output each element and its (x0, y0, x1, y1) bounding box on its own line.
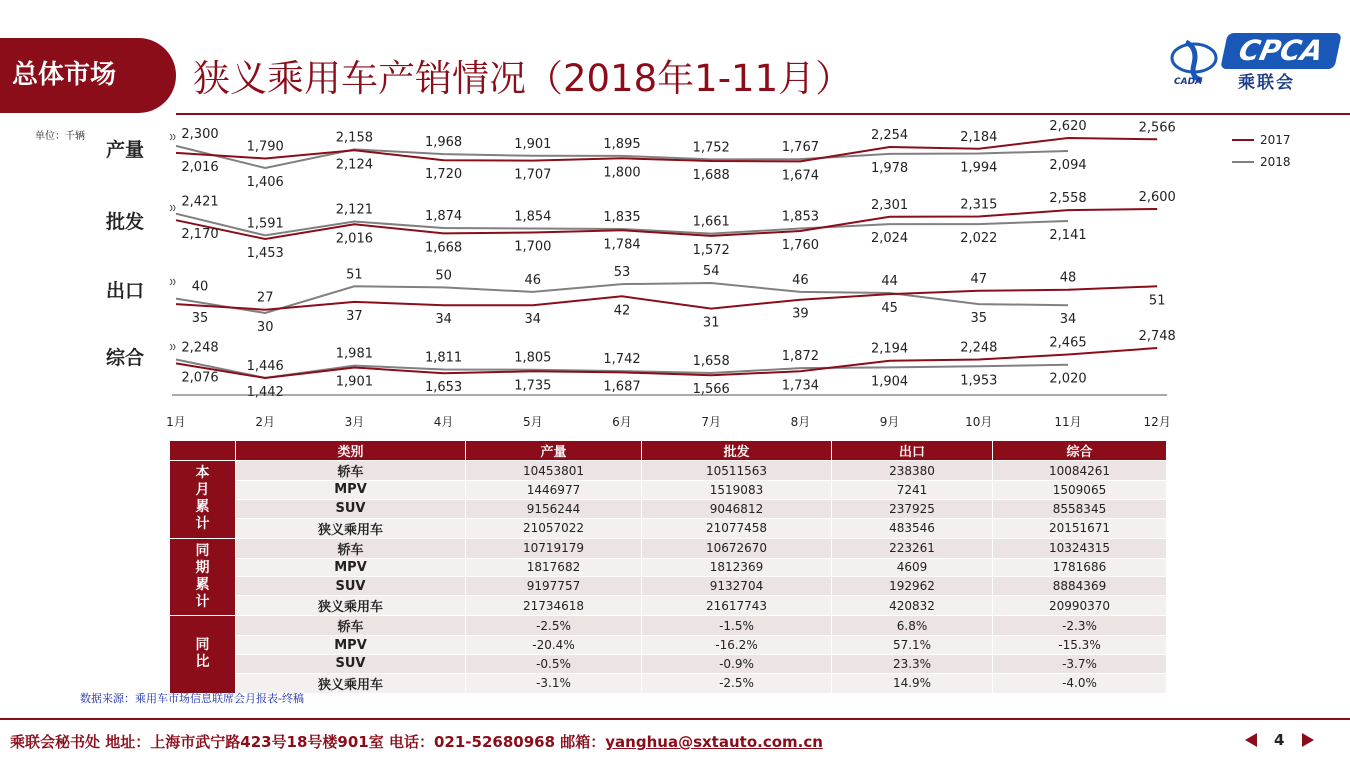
data-label: 51 (1148, 293, 1166, 309)
data-label: 47 (970, 271, 988, 287)
data-label: 35 (191, 311, 209, 327)
x-tick-label: 11月 (1054, 415, 1082, 429)
table-row (170, 481, 1167, 500)
table-row (170, 596, 1167, 616)
data-label: 1,687 (603, 379, 641, 395)
data-label: 1,661 (692, 214, 730, 230)
data-label: 1,446 (246, 358, 284, 374)
panel-label: 出口 (106, 280, 145, 302)
table-value-cell: 9156244 (466, 499, 642, 518)
footer-phone: 电话：021-52680968 (388, 733, 556, 751)
table-value-cell: 8884369 (993, 577, 1167, 596)
legend-item: 2018 (1260, 155, 1291, 169)
table-value-cell: -0.5% (466, 654, 642, 673)
data-label: 1,854 (514, 209, 552, 225)
table-value-cell: 223261 (832, 538, 993, 558)
table-row (170, 538, 1167, 558)
table-value-cell: 14.9% (832, 673, 993, 693)
series-line-2017 (176, 348, 1157, 378)
legend-item: 2017 (1260, 133, 1291, 147)
table-value-cell: -16.2% (642, 636, 832, 655)
table-category-cell: 狭义乘用车 (236, 518, 466, 538)
table-header-cell: 批发 (642, 441, 832, 461)
data-label: 39 (792, 306, 809, 322)
table-row (170, 577, 1167, 596)
data-label: 54 (702, 264, 720, 279)
data-label: 2,248 (960, 340, 998, 356)
data-label: 2,248 (181, 340, 219, 356)
data-label: 1,653 (424, 380, 463, 396)
table-value-cell: 10672670 (642, 538, 832, 558)
table-value-cell: 9197757 (466, 577, 642, 596)
axis-break-mark (170, 344, 175, 350)
table-value-cell: -2.3% (993, 616, 1167, 636)
table-category-cell: 轿车 (236, 538, 466, 558)
data-label: 1,668 (424, 240, 463, 256)
table-value-cell: 20151671 (993, 518, 1167, 538)
data-label: 46 (524, 272, 542, 288)
data-label: 1,790 (246, 139, 284, 155)
table-value-cell: -2.5% (466, 616, 642, 636)
table-value-cell: 57.1% (832, 636, 993, 655)
data-label: 2,558 (1049, 191, 1087, 207)
data-label: 1,674 (781, 168, 820, 184)
data-label: 1,978 (870, 160, 909, 176)
x-tick-label: 5月 (522, 415, 543, 429)
footer-org: 乘联会秘书处 (10, 733, 101, 751)
table-value-cell: 7241 (832, 481, 993, 500)
table-header-row (170, 441, 1167, 461)
data-label: 34 (435, 312, 452, 328)
data-label: 1,707 (514, 167, 552, 183)
table-value-cell: 1519083 (642, 481, 832, 500)
table-value-cell: -0.9% (642, 654, 832, 673)
data-label: 1,720 (424, 167, 463, 183)
table-row (170, 499, 1167, 518)
data-label: 2,141 (1049, 228, 1087, 243)
footer-contact (10, 731, 823, 752)
table-header-cell (170, 441, 236, 461)
table-value-cell: -2.5% (642, 673, 832, 693)
data-label: 2,566 (1138, 120, 1176, 136)
data-label: 1,904 (870, 374, 909, 390)
data-label: 2,158 (335, 130, 374, 146)
table-value-cell: 10511563 (642, 461, 832, 481)
data-label: 31 (702, 315, 720, 331)
table-value-cell: 9046812 (642, 499, 832, 518)
prev-page-icon[interactable] (1245, 733, 1257, 747)
data-label: 1,566 (692, 382, 730, 398)
x-tick-label: 12月 (1143, 415, 1171, 429)
data-label: 45 (881, 301, 898, 317)
x-tick-label: 4月 (433, 415, 454, 429)
table-value-cell: -20.4% (466, 636, 642, 655)
data-label: 2,121 (335, 202, 374, 218)
table-value-cell: 20990370 (993, 596, 1167, 616)
axis-break-mark (170, 134, 175, 140)
table-value-cell: 9132704 (642, 577, 832, 596)
x-tick-label: 1月 (166, 415, 186, 429)
table-category-cell: 轿车 (236, 616, 466, 636)
data-label: 2,184 (960, 129, 998, 145)
data-label: 1,591 (246, 216, 284, 232)
data-label: 2,020 (1049, 371, 1087, 387)
data-label: 1,981 (335, 346, 374, 362)
data-label: 53 (613, 265, 631, 281)
table-group-label: 本 月 累 计 (170, 461, 236, 539)
data-label: 40 (191, 279, 209, 295)
x-tick-label: 2月 (255, 415, 276, 429)
data-label: 30 (256, 320, 274, 335)
footer-email-link[interactable]: yanghua@sxtauto.com.cn (605, 733, 823, 751)
footer-divider (0, 718, 1350, 720)
table-row (170, 518, 1167, 538)
x-tick-label: 6月 (612, 415, 632, 429)
data-label: 2,421 (181, 194, 219, 210)
table-category-cell: 狭义乘用车 (236, 673, 466, 693)
table-value-cell: -1.5% (642, 616, 832, 636)
data-label: 1,994 (960, 160, 998, 176)
table-category-cell: SUV (236, 654, 466, 673)
data-label: 2,016 (335, 231, 374, 247)
table-group-label: 同 比 (170, 616, 236, 694)
table-value-cell: -4.0% (993, 673, 1167, 693)
line-chart (0, 116, 1350, 436)
table-value-cell: 4609 (832, 558, 993, 577)
table-value-cell: 1812369 (642, 558, 832, 577)
header-divider (176, 113, 1350, 115)
table-value-cell: -3.1% (466, 673, 642, 693)
table-header-cell: 出口 (832, 441, 993, 461)
table-value-cell: 8558345 (993, 499, 1167, 518)
table-value-cell: 10324315 (993, 538, 1167, 558)
panel-label: 产量 (106, 139, 145, 161)
data-label: 1,735 (514, 378, 552, 394)
table-value-cell: 21734618 (466, 596, 642, 616)
data-label: 1,872 (781, 349, 820, 365)
table-value-cell: 237925 (832, 499, 993, 518)
data-label: 2,600 (1138, 190, 1176, 205)
table-category-cell: MPV (236, 558, 466, 577)
data-label: 51 (346, 267, 363, 283)
logo-subtitle: 乘联会 (1238, 73, 1295, 93)
page-title: 狭义乘用车产销情况（2018年1-11月） (193, 57, 853, 100)
data-label: 2,022 (960, 231, 998, 247)
section-tag: 总体市场 (0, 38, 176, 113)
data-label: 44 (881, 274, 898, 289)
data-label: 1,853 (781, 209, 820, 225)
data-label: 2,620 (1049, 119, 1087, 134)
data-label: 2,094 (1049, 158, 1087, 173)
data-label: 2,194 (870, 341, 909, 357)
data-label: 1,658 (692, 354, 730, 369)
table-value-cell: 1446977 (466, 481, 642, 500)
table-category-cell: 轿车 (236, 461, 466, 481)
data-label: 1,752 (692, 140, 730, 156)
data-label: 48 (1059, 270, 1077, 286)
data-label: 34 (1059, 312, 1077, 328)
next-page-icon[interactable] (1302, 733, 1314, 747)
data-table (169, 440, 1167, 694)
data-label: 1,700 (514, 239, 552, 255)
table-category-cell: SUV (236, 499, 466, 518)
data-label: 2,124 (335, 157, 374, 173)
table-row (170, 616, 1167, 636)
data-label: 1,572 (692, 242, 730, 258)
table-value-cell: 21077458 (642, 518, 832, 538)
series-line-2017 (176, 286, 1157, 309)
footer-address: 地址：上海市武宁路423号18号楼901室 (105, 733, 384, 751)
table-value-cell: 420832 (832, 596, 993, 616)
table-value-cell: 1781686 (993, 558, 1167, 577)
axis-break-mark (170, 279, 175, 285)
table-row (170, 461, 1167, 481)
table-value-cell: 21617743 (642, 596, 832, 616)
table-header-cell: 综合 (993, 441, 1167, 461)
data-label: 1,688 (692, 168, 730, 183)
data-label: 27 (256, 290, 274, 306)
data-label: 2,301 (870, 197, 909, 213)
axis-break-mark (170, 205, 175, 211)
data-label: 1,874 (424, 209, 463, 224)
data-label: 1,811 (424, 350, 463, 366)
data-source: 数据来源：乘用车市场信息联席会月报表-终稿 (80, 692, 304, 705)
data-label: 1,453 (246, 246, 284, 261)
table-value-cell: 6.8% (832, 616, 993, 636)
table-category-cell: SUV (236, 577, 466, 596)
x-tick-label: 8月 (790, 415, 811, 429)
data-label: 2,076 (181, 370, 219, 386)
data-label: 2,465 (1049, 335, 1087, 351)
data-label: 50 (435, 268, 452, 284)
x-tick-label: 7月 (701, 415, 722, 429)
table-value-cell: 1817682 (466, 558, 642, 577)
data-label: 1,442 (246, 385, 284, 400)
data-label: 1,968 (424, 135, 463, 151)
table-value-cell: 23.3% (832, 654, 993, 673)
table-category-cell: MPV (236, 636, 466, 655)
table-value-cell: 10084261 (993, 461, 1167, 481)
data-label: 2,024 (870, 231, 909, 247)
table-header-cell: 类别 (236, 441, 466, 461)
data-label: 2,300 (181, 126, 219, 142)
table-header-cell: 产量 (466, 441, 642, 461)
data-label: 1,742 (603, 352, 641, 368)
table-value-cell: 10719179 (466, 538, 642, 558)
data-label: 1,895 (603, 136, 641, 152)
panel-label: 综合 (106, 347, 145, 369)
table-value-cell: 238380 (832, 461, 993, 481)
data-label: 1,734 (781, 378, 820, 394)
table-category-cell: 狭义乘用车 (236, 596, 466, 616)
page-number: 4 (1274, 731, 1285, 749)
data-label: 42 (613, 303, 631, 319)
data-label: 2,016 (181, 159, 219, 175)
footer-email-label: 邮箱： (560, 733, 606, 751)
data-label: 1,901 (335, 374, 374, 390)
x-tick-label: 10月 (965, 415, 993, 429)
table-row (170, 673, 1167, 693)
table-value-cell: 1509065 (993, 481, 1167, 500)
data-label: 1,953 (960, 373, 998, 389)
x-tick-label: 9月 (879, 415, 900, 429)
panel-label: 批发 (106, 211, 145, 233)
data-label: 2,254 (870, 128, 909, 143)
data-label: 2,315 (960, 197, 998, 213)
unit-note: 单位：千辆 (35, 131, 85, 142)
table-value-cell: -15.3% (993, 636, 1167, 655)
data-label: 1,767 (781, 140, 820, 156)
table-value-cell: 483546 (832, 518, 993, 538)
cada-logo-icon (1168, 34, 1220, 86)
table-value-cell: 21057022 (466, 518, 642, 538)
data-label: 1,406 (246, 175, 284, 190)
logo-mark-text: CADA (1174, 77, 1203, 86)
table-row (170, 636, 1167, 655)
data-label: 1,800 (603, 165, 641, 181)
table-value-cell: -3.7% (993, 654, 1167, 673)
table-category-cell: MPV (236, 481, 466, 500)
data-label: 1,835 (603, 210, 641, 225)
table-row (170, 558, 1167, 577)
data-label: 2,170 (181, 227, 219, 243)
data-label: 37 (346, 308, 363, 324)
data-label: 1,760 (781, 238, 820, 253)
x-tick-label: 3月 (344, 415, 365, 429)
data-label: 34 (524, 312, 542, 328)
table-value-cell: 10453801 (466, 461, 642, 481)
table-group-label: 同 期 累 计 (170, 538, 236, 616)
table-value-cell: 192962 (832, 577, 993, 596)
data-label: 1,901 (514, 136, 552, 152)
data-label: 35 (970, 311, 988, 327)
cpca-logo: CPCA (1220, 33, 1342, 69)
data-label: 1,805 (514, 350, 552, 366)
table-row (170, 654, 1167, 673)
data-label: 1,784 (603, 237, 641, 253)
data-label: 46 (792, 272, 809, 288)
data-label: 2,748 (1138, 329, 1176, 344)
